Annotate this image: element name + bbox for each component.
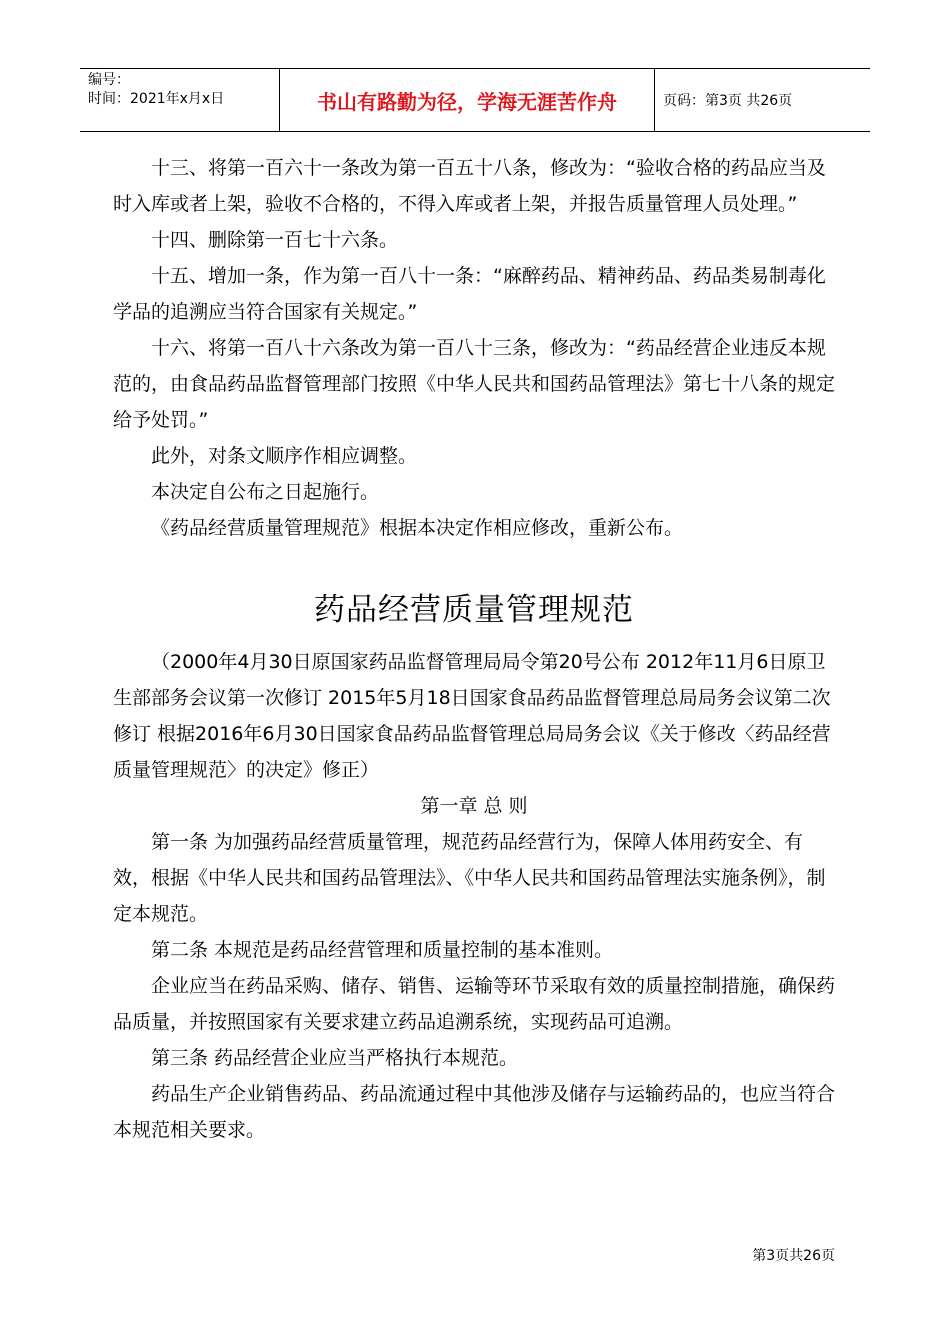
article-paragraph: 企业应当在药品采购、储存、销售、运输等环节采取有效的质量控制措施，确保药品质量，并按照国家有关要求建立药品追溯系统，实现药品可追溯。 xyxy=(113,975,836,1033)
paragraph: 十三、将第一百六十一条改为第一百五十八条，修改为：“验收合格的药品应当及时入库或者上架，验收不合格的，不得入库或者上架，并报告质量管理人员处理。” xyxy=(113,157,826,215)
header-motto: 书山有路勤为径，学海无涯苦作舟 xyxy=(280,69,655,131)
document-body xyxy=(113,150,835,1148)
page-footer: 第3页共26页 xyxy=(752,1248,835,1264)
article-paragraph: 第一条 为加强药品经营质量管理，规范药品经营行为，保障人体用药安全、有效，根据《中华人民共和国药品管理法》、《中华人民共和国药品管理法实施条例》，制定本规范。 xyxy=(113,831,826,925)
time-label: 时间：2021年x月x日 xyxy=(88,91,225,107)
page-header xyxy=(80,68,870,132)
number-label: 编号： xyxy=(88,72,130,88)
header-page-label: 页码：第3页 共26页 xyxy=(663,93,793,109)
article-paragraph: 第二条 本规范是药品经营管理和质量控制的基本准则。 xyxy=(151,939,614,961)
article-paragraph: 药品生产企业销售药品、药品流通过程中其他涉及储存与运输药品的，也应当符合本规范相关要求。 xyxy=(113,1083,836,1141)
preamble: （2000年4月30日原国家药品监督管理局局令第20号公布 2012年11月6日原卫生部部务会议第一次修订 2015年5月18日国家食品药品监督管理总局局务会议第二次修订 根据2016年6月30日国家食品药品监督管理总局局务会议《关于修改〈药品经营质量管理规范〉的决定》修正） xyxy=(113,651,831,781)
document-title: 药品经营质量管理规范 xyxy=(314,592,634,628)
paragraph: 十四、删除第一百七十六条。 xyxy=(151,229,399,251)
paragraph: 《药品经营质量管理规范》根据本决定作相应修改，重新公布。 xyxy=(151,517,684,539)
paragraph: 此外，对条文顺序作相应调整。 xyxy=(151,445,418,467)
paragraph: 本决定自公布之日起施行。 xyxy=(151,481,380,503)
paragraph: 十六、将第一百八十六条改为第一百八十三条，修改为：“药品经营企业违反本规范的，由食品药品监督管理部门按照《中华人民共和国药品管理法》第七十八条的规定给予处罚。” xyxy=(113,337,836,431)
chapter-heading: 第一章 总 则 xyxy=(420,795,528,817)
article-paragraph: 第三条 药品经营企业应当严格执行本规范。 xyxy=(151,1047,519,1069)
paragraph: 十五、增加一条，作为第一百八十一条：“麻醉药品、精神药品、药品类易制毒化学品的追溯应当符合国家有关规定。” xyxy=(113,265,826,323)
header-meta xyxy=(80,69,280,131)
